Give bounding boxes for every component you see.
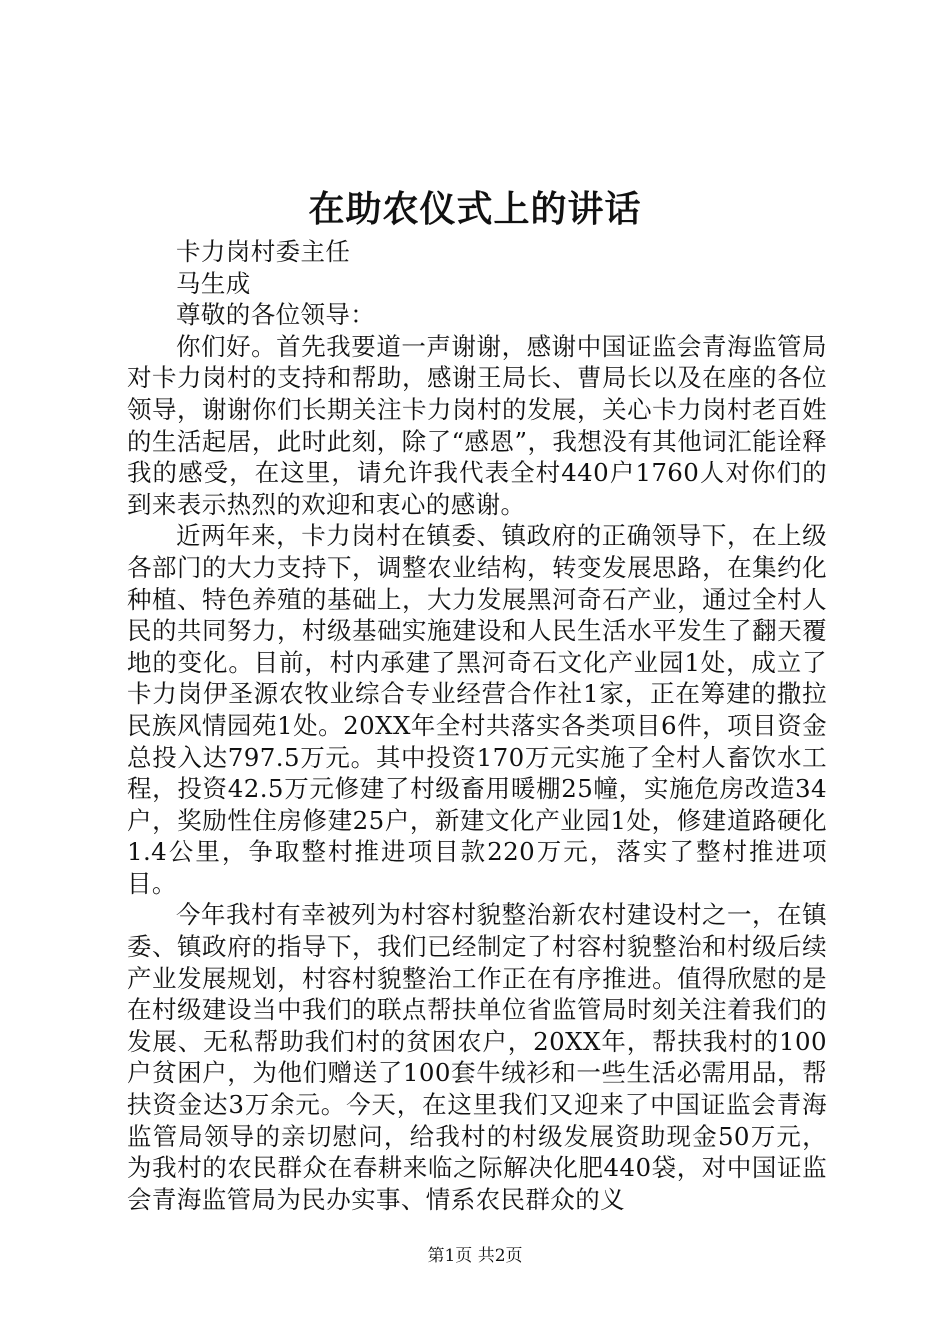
document-body bbox=[127, 236, 827, 1215]
author-title-line: 卡力岗村委主任 bbox=[176, 237, 351, 266]
body-paragraph: 近两年来，卡力岗村在镇委、镇政府的正确领导下，在上级各部门的大力支持下，调整农业结构，转变发展思路，在集约化种植、特色养殖的基础上，大力发展黑河奇石产业，通过全村人民的共同努力，村级基础实施建设和人民生活水平发生了翻天覆地的变化。目前，村内承建了黑河奇石文化产业园1处，成立了卡力岗伊圣源农牧业综合专业经营合作社1家，正在筹建的撒拉民族风情园苑1处。20XX年全村共落实各类项目6件，项目资金总投入达797.5万元。其中投资170万元实施了全村人畜饮水工程，投资42.5万元修建了村级畜用暖棚25幢，实施危房改造34户，奖励性住房修建25户，新建文化产业园1处，修建道路硬化1.4公里，争取整村推进项目款220万元，落实了整村推进项目。 bbox=[127, 521, 827, 898]
author-name-line: 马生成 bbox=[176, 268, 251, 298]
salutation: 尊敬的各位领导： bbox=[176, 300, 376, 330]
document-title: 在助农仪式上的讲话 bbox=[308, 188, 642, 230]
body-paragraph: 今年我村有幸被列为村容村貌整治新农村建设村之一，在镇委、镇政府的指导下，我们已经制定了村容村貌整治和村级后续产业发展规划，村容村貌整治工作正在有序推进。值得欣慰的是在村级建设当中我们的联点帮扶单位省监管局时刻关注着我们的发展、无私帮助我们村的贫困农户，20XX年，帮扶我村的100户贫困户，为他们赠送了100套牛绒衫和一些生活必需用品，帮扶资金达3万余元。今天，在这里我们又迎来了中国证监会青海监管局领导的亲切慰问，给我村的村级发展资助现金50万元，为我村的农民群众在春耕来临之际解决化肥440袋，对中国证监会青海监管局为民办实事、情系农民群众的义 bbox=[127, 900, 827, 1214]
page-footer: 第1页 共2页 bbox=[427, 1246, 523, 1266]
body-paragraph: 你们好。首先我要道一声谢谢，感谢中国证监会青海监管局对卡力岗村的支持和帮助，感谢王局长、曹局长以及在座的各位领导，谢谢你们长期关注卡力岗村的发展，关心卡力岗村老百姓的生活起居，此时此刻，除了“感恩”，我想没有其他词汇能诠释我的感受，在这里，请允许我代表全村440户1760人对你们的到来表示热烈的欢迎和衷心的感谢。 bbox=[127, 331, 827, 519]
